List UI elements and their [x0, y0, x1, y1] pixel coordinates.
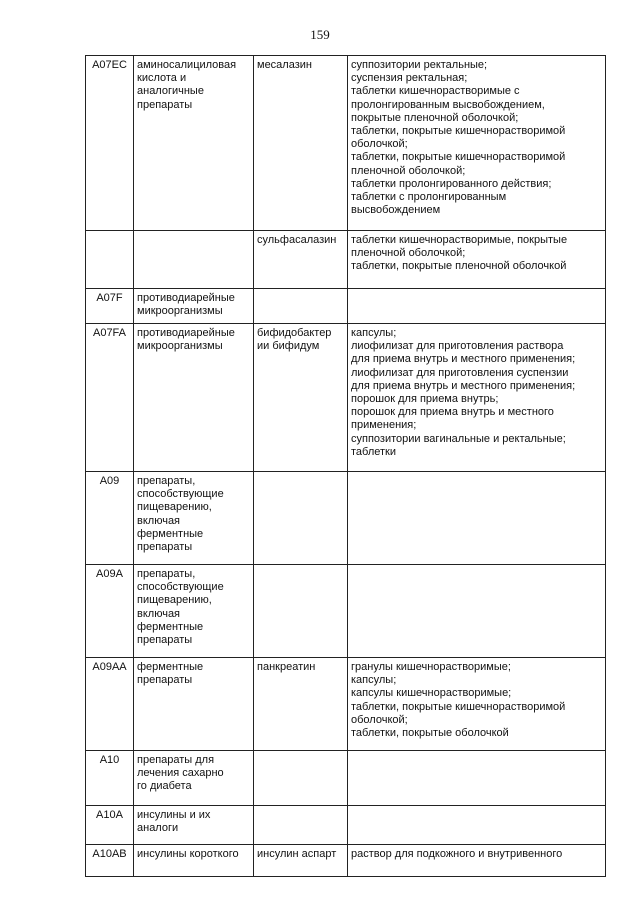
- pharmacological-group: инсулины и их аналоги: [137, 809, 211, 835]
- inn-name: инсулин аспарт: [257, 848, 337, 860]
- pharmacological-group: препараты, способствующие пищеварению, включая ферментные препараты: [137, 568, 224, 647]
- inn-name: месалазин: [257, 59, 312, 71]
- inn-cell: [254, 324, 348, 472]
- atc-code-cell: [86, 472, 134, 565]
- pharmacological-group-cell: [134, 472, 254, 565]
- inn-cell: [254, 56, 348, 231]
- dosage-form-line: таблетки кишечнорастворимые, покрытые: [351, 234, 568, 246]
- inn-cell: [254, 845, 348, 877]
- atc-code-cell: [86, 231, 134, 289]
- pharmacological-group-cell: [134, 289, 254, 324]
- inn-cell: [254, 472, 348, 565]
- dosage-form-line: таблетки кишечнорастворимые с: [351, 85, 520, 98]
- dosage-form-line: раствор для подкожного и внутривенного: [351, 848, 563, 860]
- pharmacological-group-cell: [134, 658, 254, 751]
- dosage-form-line: пленочной оболочкой;: [351, 164, 466, 177]
- inn-name: бифидобактер ии бифидум: [257, 327, 332, 353]
- dosage-forms-cell: [348, 289, 606, 324]
- pharmacological-group: аминосалициловая кислота и аналогичные препараты: [137, 59, 237, 111]
- atc-code-cell: [86, 565, 134, 658]
- dosage-forms-cell: [348, 472, 606, 565]
- dosage-form-line: капсулы кишечнорастворимые;: [351, 687, 512, 700]
- dosage-form-line: оболочкой;: [351, 713, 408, 726]
- pharmacological-group-cell: [134, 806, 254, 845]
- dosage-form-line: порошок для приема внутрь и местного: [351, 406, 554, 419]
- dosage-form-line: лиофилизат для приготовления раствора: [351, 340, 564, 353]
- atc-code: A09: [99, 475, 120, 487]
- dosage-form-line: суппозитории вагинальные и ректальные;: [351, 432, 566, 445]
- atc-code: A07EC: [92, 59, 127, 71]
- dosage-form-line: гранулы кишечнорастворимые;: [351, 661, 511, 673]
- dosage-form-line: пленочной оболочкой;: [351, 247, 466, 260]
- pharmacological-group: противодиарейные микроорганизмы: [137, 327, 235, 353]
- table-body: [86, 56, 606, 877]
- dosage-forms-cell: [348, 56, 606, 231]
- pharmacological-group-cell: [134, 565, 254, 658]
- atc-code: A09AA: [92, 661, 127, 673]
- inn-cell: [254, 231, 348, 289]
- dosage-forms-cell: [348, 845, 606, 877]
- dosage-form-line: капсулы;: [351, 327, 397, 339]
- atc-code: A07F: [96, 292, 123, 304]
- table-row: [86, 658, 606, 751]
- atc-code: A09A: [96, 568, 123, 580]
- table-row: [86, 751, 606, 806]
- atc-code-cell: [86, 751, 134, 806]
- table-row: [86, 472, 606, 565]
- dosage-form-line: таблетки, покрытые пленочной оболочкой: [351, 260, 567, 273]
- dosage-form-line: для приема внутрь и местного применения;: [351, 353, 576, 366]
- table-row: [86, 56, 606, 231]
- atc-code-cell: [86, 806, 134, 845]
- pharmacological-group: ферментные препараты: [137, 661, 204, 687]
- table-row: [86, 565, 606, 658]
- dosage-form-line: суппозитории ректальные;: [351, 59, 488, 71]
- dosage-form-line: оболочкой;: [351, 138, 408, 151]
- drug-table: [85, 55, 606, 877]
- table-row: [86, 845, 606, 877]
- dosage-forms-cell: [348, 658, 606, 751]
- dosage-form-line: высвобождением: [351, 204, 441, 217]
- dosage-form-line: таблетки пролонгированного действия;: [351, 177, 552, 190]
- dosage-form-line: таблетки: [351, 445, 397, 458]
- inn-cell: [254, 751, 348, 806]
- table-row: [86, 289, 606, 324]
- table-row: [86, 806, 606, 845]
- dosage-form-line: суспензия ректальная;: [351, 72, 468, 85]
- dosage-form-line: капсулы;: [351, 674, 397, 687]
- inn-name: панкреатин: [257, 661, 316, 673]
- dosage-forms-cell: [348, 565, 606, 658]
- pharmacological-group-cell: [134, 845, 254, 877]
- inn-cell: [254, 658, 348, 751]
- dosage-forms-cell: [348, 751, 606, 806]
- pharmacological-group-cell: [134, 56, 254, 231]
- atc-code: A10A: [96, 809, 123, 821]
- atc-code-cell: [86, 289, 134, 324]
- pharmacological-group: противодиарейные микроорганизмы: [137, 292, 235, 318]
- dosage-form-line: лиофилизат для приготовления суспензии: [351, 366, 569, 379]
- dosage-form-line: применения;: [351, 419, 417, 432]
- atc-code: A10AB: [92, 848, 127, 860]
- dosage-form-line: покрытые пленочной оболочкой;: [351, 111, 519, 124]
- pharmacological-group: инсулины короткого: [137, 848, 239, 860]
- pharmacological-group-cell: [134, 231, 254, 289]
- atc-code-cell: [86, 658, 134, 751]
- inn-name: сульфасалазин: [257, 234, 337, 246]
- inn-cell: [254, 806, 348, 845]
- atc-code-cell: [86, 845, 134, 877]
- dosage-form-line: для приема внутрь и местного применения;: [351, 379, 576, 392]
- atc-code-cell: [86, 324, 134, 472]
- inn-cell: [254, 289, 348, 324]
- dosage-forms-cell: [348, 806, 606, 845]
- dosage-form-line: таблетки, покрытые оболочкой: [351, 727, 509, 740]
- pharmacological-group-cell: [134, 751, 254, 806]
- dosage-form-line: таблетки с пролонгированным: [351, 191, 507, 204]
- inn-cell: [254, 565, 348, 658]
- page-number: 159: [310, 27, 330, 42]
- atc-code: A07FA: [92, 327, 127, 339]
- pharmacological-group: препараты, способствующие пищеварению, включая ферментные препараты: [137, 475, 224, 554]
- dosage-forms-cell: [348, 324, 606, 472]
- table-row: [86, 324, 606, 472]
- atc-code: A10: [99, 754, 120, 766]
- dosage-form-line: пролонгированным высвобождением,: [351, 98, 545, 111]
- dosage-form-line: порошок для приема внутрь;: [351, 393, 499, 406]
- atc-code-cell: [86, 56, 134, 231]
- dosage-form-line: таблетки, покрытые кишечнорастворимой: [351, 125, 566, 138]
- table-row: [86, 231, 606, 289]
- dosage-form-line: таблетки, покрытые кишечнорастворимой: [351, 700, 566, 713]
- pharmacological-group-cell: [134, 324, 254, 472]
- pharmacological-group: препараты для лечения сахарно го диабета: [137, 754, 224, 793]
- dosage-form-line: таблетки, покрытые кишечнорастворимой: [351, 151, 566, 164]
- dosage-forms-cell: [348, 231, 606, 289]
